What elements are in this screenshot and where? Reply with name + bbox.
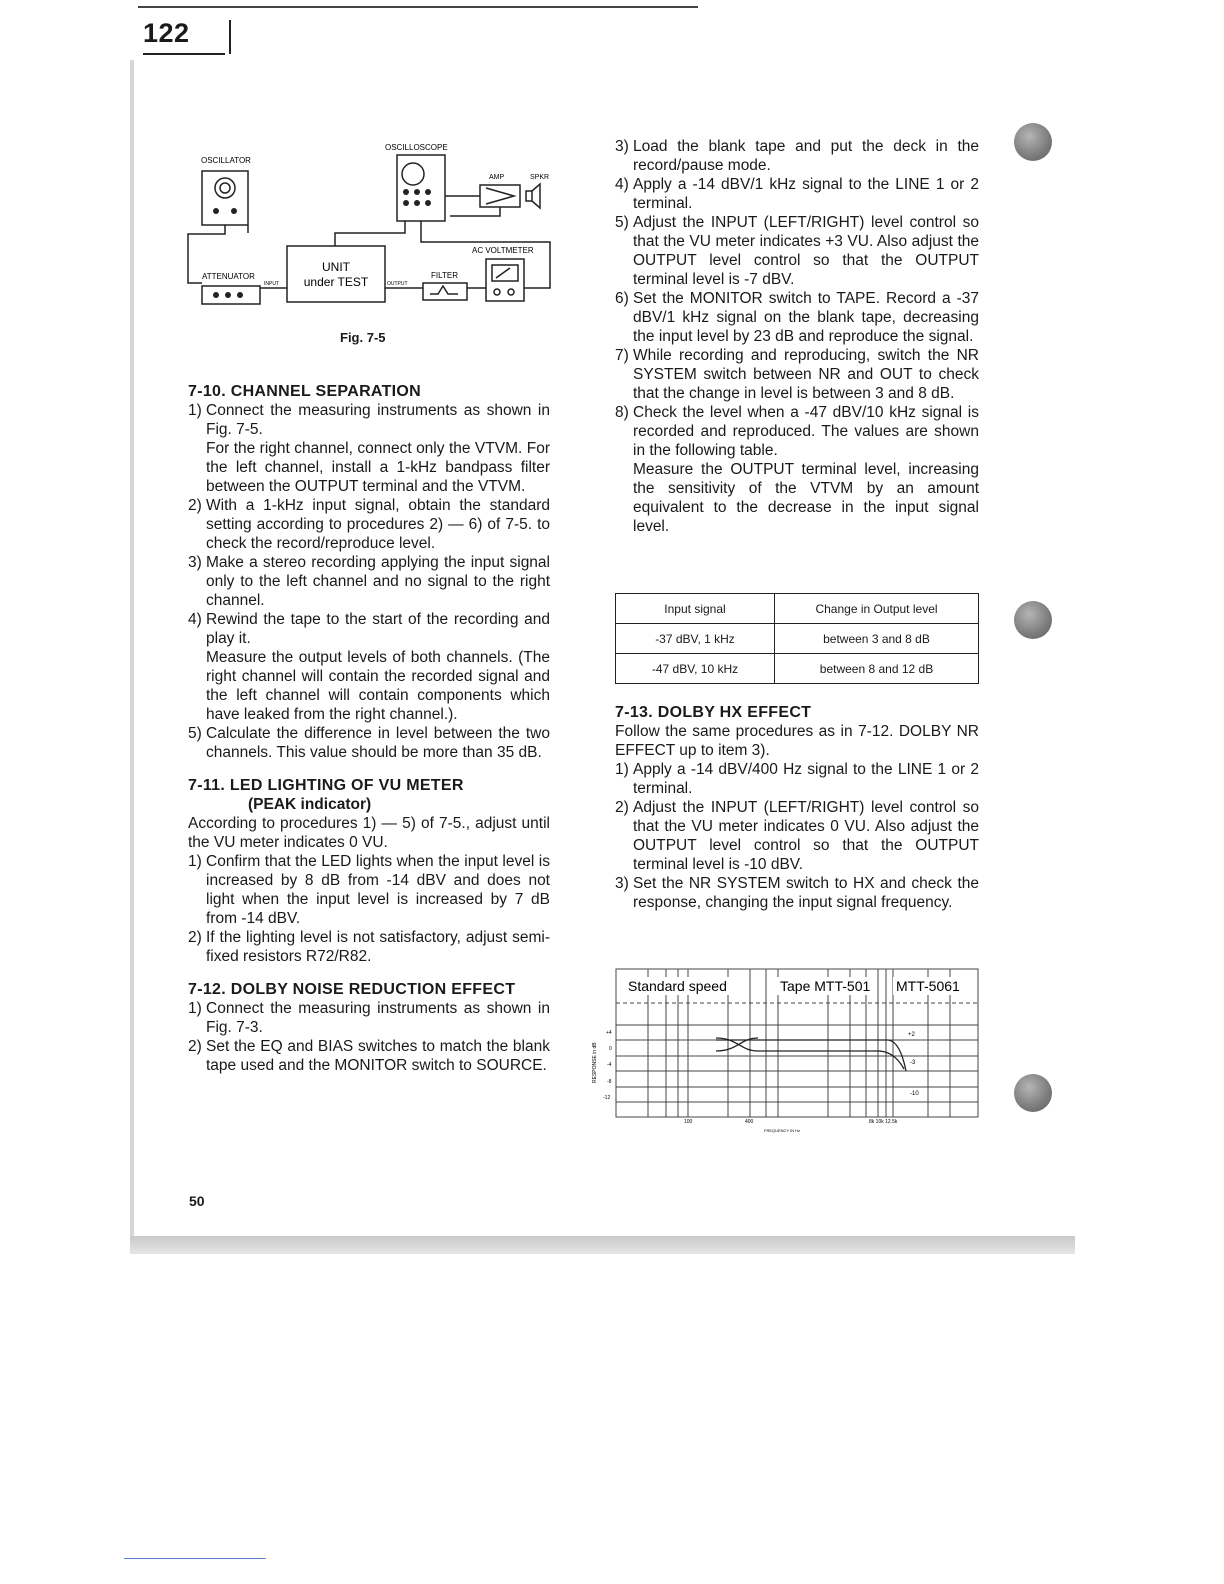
list-item xyxy=(615,289,979,346)
list-item xyxy=(188,852,550,928)
ac-voltmeter-label: AC VOLTMETER xyxy=(472,246,534,255)
table-cell: -47 dBV, 10 kHz xyxy=(616,654,775,684)
item-number: 2) xyxy=(188,497,202,514)
item-text: Check the level when a -47 dBV/10 kHz signal is recorded and reproduced. The values are shown in the following table. xyxy=(633,404,979,459)
x-tick: 400 xyxy=(745,1119,754,1125)
left-column xyxy=(188,382,550,1075)
spkr-label: SPKR xyxy=(530,174,550,181)
item-number: 2) xyxy=(188,929,202,946)
sheet-bottom-edge xyxy=(130,1236,1075,1254)
table-row xyxy=(616,654,979,684)
section-intro: Follow the same procedures as in 7-12. DOLBY NR EFFECT up to item 3). xyxy=(615,723,979,759)
item-number: 6) xyxy=(615,290,629,307)
list-item xyxy=(615,346,979,403)
item-text: Rewind the tape to the start of the recording and play it. xyxy=(206,611,550,647)
item-number: 1) xyxy=(188,1000,202,1017)
unit-label-line2: under TEST xyxy=(303,275,369,289)
item-number: 3) xyxy=(615,875,629,892)
list-item xyxy=(188,928,550,966)
list-item xyxy=(615,137,979,175)
list-item xyxy=(188,553,550,610)
x-axis-label: FREQUENCY IN Hz xyxy=(764,1128,801,1133)
y-tick: -12 xyxy=(603,1095,611,1101)
list-item xyxy=(615,403,979,460)
list-item xyxy=(188,610,550,648)
section-heading-7-13: 7-13. DOLBY HX EFFECT xyxy=(615,704,812,721)
legend-tape: Tape MTT-501 xyxy=(780,978,871,994)
list-item xyxy=(615,798,979,874)
item-text: Set the MONITOR switch to TAPE. Record a -37 dBV/1 kHz signal on the blank tape, decreasing the input level by 23 dB and reproduce the signal. xyxy=(633,290,979,345)
oscilloscope-label: OSCILLOSCOPE xyxy=(385,143,448,152)
item-number: 4) xyxy=(615,176,629,193)
y-tick: -8 xyxy=(607,1079,612,1085)
item-number: 1) xyxy=(188,402,202,419)
unit-label-line1: UNIT xyxy=(322,260,350,274)
item-text: Adjust the INPUT (LEFT/RIGHT) level control so that the VU meter indicates 0 VU. Also adjust the OUTPUT level control so that the OUTPUT terminal level is -10 dBV. xyxy=(633,799,979,873)
legend-tape2: MTT-5061 xyxy=(896,978,960,994)
page-badge: 122 xyxy=(143,18,190,48)
list-item xyxy=(615,760,979,798)
list-item xyxy=(188,724,550,762)
section-intro: According to procedures 1) — 5) of 7-5., adjust until the VU meter indicates 0 VU. xyxy=(188,815,550,851)
top-rule xyxy=(138,6,698,8)
section-7-13 xyxy=(615,703,979,912)
table-cell: between 3 and 8 dB xyxy=(775,624,979,654)
item-number: 3) xyxy=(615,138,629,155)
table-header: Change in Output level xyxy=(775,594,979,624)
punch-hole-icon xyxy=(1014,1074,1052,1112)
item-text: Load the blank tape and put the deck in the record/pause mode. xyxy=(633,138,979,174)
item-text: While recording and reproducing, switch the NR SYSTEM switch between NR and OUT to check that the change in level is between 3 and 8 dB. xyxy=(633,347,979,402)
item-text: Adjust the INPUT (LEFT/RIGHT) level control so that the VU meter indicates +3 VU. Also adjust the OUTPUT level control so that the OUTPUT terminal level is -7 dBV. xyxy=(633,214,979,288)
filter-label: FILTER xyxy=(431,271,458,280)
x-tick: 8k 10k 12.5k xyxy=(869,1119,898,1125)
punch-hole-icon xyxy=(1014,601,1052,639)
table-cell: between 8 and 12 dB xyxy=(775,654,979,684)
page-number: 50 xyxy=(189,1193,205,1209)
sheet-edge xyxy=(130,60,134,1240)
y-tick: +4 xyxy=(606,1030,612,1036)
section-subheading-7-11: (PEAK indicator) xyxy=(248,796,372,813)
y-axis-label: RESPONSE in dB xyxy=(592,1042,598,1083)
figure-caption: Fig. 7-5 xyxy=(340,330,386,345)
item-note: For the right channel, connect only the VTVM. For the left channel, install a 1-kHz bandpass filter between the OUTPUT terminal and the VTVM. xyxy=(206,440,550,495)
item-text: Confirm that the LED lights when the input level is increased by 8 dB from -14 dBV and does not light when the input level is increased by 7 dB from -14 dBV. xyxy=(206,853,550,927)
page-badge-bar xyxy=(229,20,231,54)
list-item xyxy=(615,874,979,912)
item-number: 2) xyxy=(188,1038,202,1055)
item-text: If the lighting level is not satisfactory, adjust semi-fixed resistors R72/R82. xyxy=(206,929,550,965)
table-cell: -37 dBV, 1 kHz xyxy=(616,624,775,654)
item-text: With a 1-kHz input signal, obtain the standard setting according to procedures 2) — 6) of 7-5. to check the record/reproduce level. xyxy=(206,497,550,552)
item-note: Measure the output levels of both channels. (The right channel will contain the recorded signal and the left channel will contain components which have leaked from the right channel.). xyxy=(206,649,550,723)
item-number: 7) xyxy=(615,347,629,364)
item-number: 5) xyxy=(188,725,202,742)
amp-label: AMP xyxy=(489,174,505,181)
attenuator-label: ATTENUATOR xyxy=(202,272,255,281)
item-text: Connect the measuring instruments as shown in Fig. 7-5. xyxy=(206,402,550,438)
item-note: Measure the OUTPUT terminal level, increasing the sensitivity of the VTVM by an amount equivalent to the decrease in the input signal level. xyxy=(633,461,979,535)
y-tick: -4 xyxy=(607,1062,612,1068)
list-item xyxy=(615,213,979,289)
table-header: Input signal xyxy=(616,594,775,624)
section-heading-7-12: 7-12. DOLBY NOISE REDUCTION EFFECT xyxy=(188,981,516,998)
punch-hole-icon xyxy=(1014,123,1052,161)
item-number: 1) xyxy=(615,761,629,778)
level-table xyxy=(615,593,979,684)
table-row xyxy=(616,624,979,654)
list-item xyxy=(188,496,550,553)
item-text: Set the NR SYSTEM switch to HX and check the response, changing the input signal frequency. xyxy=(633,875,979,911)
page-badge-underline xyxy=(143,53,225,55)
right-tick: -3 xyxy=(910,1060,916,1066)
block-diagram xyxy=(180,138,560,313)
item-text: Set the EQ and BIAS switches to match the blank tape used and the MONITOR switch to SOURCE. xyxy=(206,1038,550,1074)
item-text: Make a stereo recording applying the input signal only to the left channel and no signal to the right channel. xyxy=(206,554,550,609)
right-tick: +2 xyxy=(908,1032,915,1038)
item-number: 3) xyxy=(188,554,202,571)
item-text: Calculate the difference in level between the two channels. This value should be more than 35 dB. xyxy=(206,725,550,761)
item-text: Apply a -14 dBV/400 Hz signal to the LINE 1 or 2 terminal. xyxy=(633,761,979,797)
item-number: 5) xyxy=(615,214,629,231)
right-column xyxy=(615,137,979,536)
oscillator-label: OSCILLATOR xyxy=(201,156,251,165)
item-number: 4) xyxy=(188,611,202,628)
input-label: INPUT xyxy=(264,281,279,287)
table-header-row xyxy=(616,594,979,624)
item-number: 8) xyxy=(615,404,629,421)
legend-speed: Standard speed xyxy=(628,978,727,994)
section-heading-7-10: 7-10. CHANNEL SEPARATION xyxy=(188,383,422,400)
x-tick: 100 xyxy=(684,1119,693,1125)
list-item xyxy=(188,999,550,1037)
item-text: Connect the measuring instruments as shown in Fig. 7-3. xyxy=(206,1000,550,1036)
y-tick: 0 xyxy=(609,1046,612,1052)
response-graph xyxy=(588,965,983,1140)
item-number: 2) xyxy=(615,799,629,816)
list-item xyxy=(188,401,550,439)
item-number: 1) xyxy=(188,853,202,870)
section-heading-7-11: 7-11. LED LIGHTING OF VU METER xyxy=(188,777,464,794)
list-item xyxy=(615,175,979,213)
output-label: OUTPUT xyxy=(387,281,408,287)
right-tick: -10 xyxy=(910,1091,919,1097)
bottom-link-underline xyxy=(124,1558,266,1559)
item-text: Apply a -14 dBV/1 kHz signal to the LINE 1 or 2 terminal. xyxy=(633,176,979,212)
list-item xyxy=(188,1037,550,1075)
